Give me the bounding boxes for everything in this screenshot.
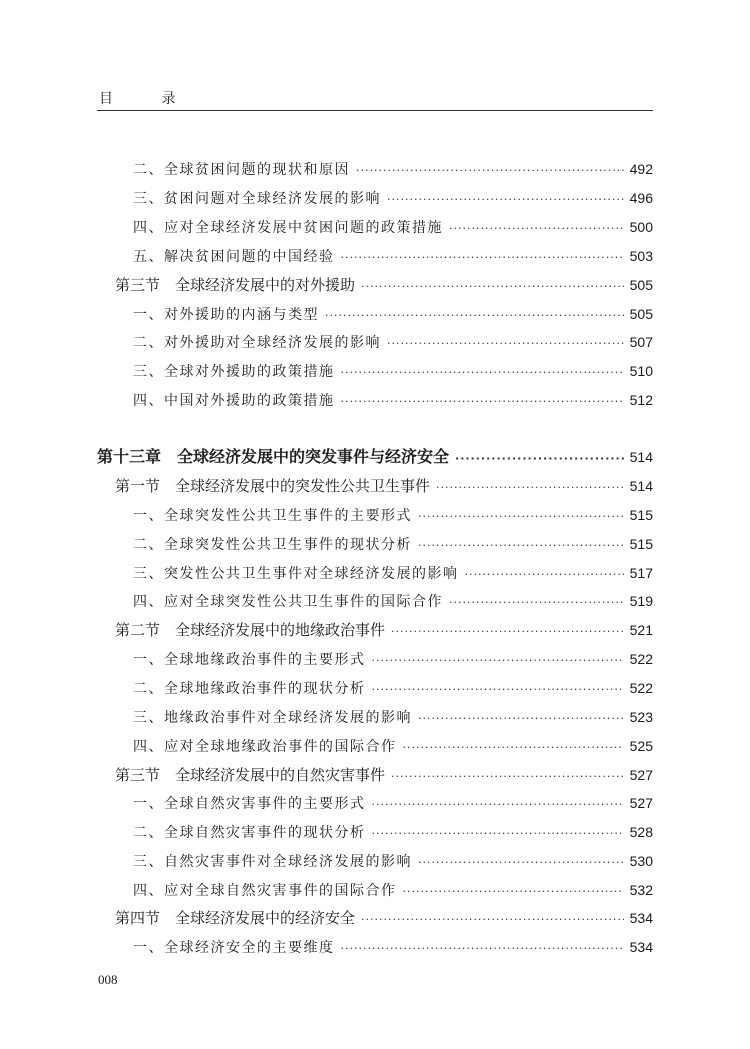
toc-entry-page: 528 xyxy=(629,824,653,840)
dot-leader xyxy=(436,476,624,500)
dot-leader xyxy=(341,246,624,270)
dot-leader xyxy=(361,908,624,932)
toc-entry[interactable] xyxy=(133,561,653,585)
dot-leader xyxy=(372,649,624,673)
dot-leader xyxy=(372,678,624,702)
toc-entry-page: 532 xyxy=(629,882,653,898)
toc-entry[interactable] xyxy=(133,676,653,700)
toc-entry-page: 527 xyxy=(629,795,653,811)
toc-entry[interactable] xyxy=(133,244,653,268)
toc-entry[interactable] xyxy=(133,330,653,354)
toc-entry-page: 521 xyxy=(629,622,653,638)
toc-entry[interactable] xyxy=(133,215,653,239)
toc-entry-label: 三、全球对外援助的政策措施 xyxy=(133,364,335,380)
dot-leader xyxy=(418,505,624,529)
toc-entry-label: 第三节 全球经济发展中的自然灾害事件 xyxy=(115,766,386,784)
toc-entry[interactable] xyxy=(133,503,653,527)
page-number: 008 xyxy=(98,972,118,987)
toc-entry-label: 二、全球地缘政治事件的现状分析 xyxy=(133,681,366,697)
toc-entry-label: 一、全球自然灾害事件的主要形式 xyxy=(133,796,366,812)
toc-entry[interactable] xyxy=(133,791,653,815)
toc-entry[interactable] xyxy=(133,878,653,902)
toc-entry-label: 一、全球地缘政治事件的主要形式 xyxy=(133,652,366,668)
toc-entry[interactable] xyxy=(133,302,653,326)
toc-entry-page: 492 xyxy=(629,161,653,177)
dot-leader xyxy=(325,304,624,328)
dot-leader xyxy=(372,822,624,846)
toc-entry-page: 525 xyxy=(629,738,653,754)
toc-entry[interactable] xyxy=(133,157,653,181)
toc-section-entry[interactable] xyxy=(115,474,653,498)
dot-leader xyxy=(455,447,624,471)
toc-entry[interactable] xyxy=(133,359,653,383)
dot-leader xyxy=(341,390,624,414)
dot-leader xyxy=(418,707,624,731)
dot-leader xyxy=(449,217,624,241)
dot-leader xyxy=(372,793,624,817)
toc-entry[interactable] xyxy=(133,849,653,873)
toc-section-entry[interactable] xyxy=(115,618,653,642)
dot-leader xyxy=(341,361,624,385)
toc-entry-page: 530 xyxy=(629,853,653,869)
toc-entry-label: 三、贫困问题对全球经济发展的影响 xyxy=(133,191,381,207)
toc-entry-page: 514 xyxy=(629,478,653,494)
dot-leader xyxy=(418,534,624,558)
toc-entry-label: 四、应对全球突发性公共卫生事件的国际合作 xyxy=(133,594,443,610)
toc-entry-page: 505 xyxy=(629,277,653,293)
toc-entry-label: 四、应对全球地缘政治事件的国际合作 xyxy=(133,739,397,755)
dot-leader xyxy=(341,937,624,961)
toc-entry-page: 519 xyxy=(629,593,653,609)
toc-entry-label: 五、解决贫困问题的中国经验 xyxy=(133,249,335,265)
dot-leader xyxy=(403,880,624,904)
toc-entry-label: 三、地缘政治事件对全球经济发展的影响 xyxy=(133,710,412,726)
dot-leader xyxy=(465,563,624,587)
header-title: 目 录 xyxy=(99,91,198,107)
toc-entry-label: 二、全球贫困问题的现状和原因 xyxy=(133,162,350,178)
toc-chapter-entry[interactable] xyxy=(97,445,653,469)
toc-entry-label: 二、全球突发性公共卫生事件的现状分析 xyxy=(133,537,412,553)
toc-entry-label: 一、全球突发性公共卫生事件的主要形式 xyxy=(133,508,412,524)
toc-entry[interactable] xyxy=(133,705,653,729)
toc-section-entry[interactable] xyxy=(115,273,653,297)
toc-entry[interactable] xyxy=(133,388,653,412)
toc-entry-label: 二、全球自然灾害事件的现状分析 xyxy=(133,825,366,841)
toc-entry-page: 517 xyxy=(629,565,653,581)
toc-entry-page: 505 xyxy=(629,306,653,322)
toc-entry-label: 四、应对全球经济发展中贫困问题的政策措施 xyxy=(133,220,443,236)
dot-leader xyxy=(356,159,624,183)
toc-entry[interactable] xyxy=(133,820,653,844)
toc-entry-label: 第十三章 全球经济发展中的突发事件与经济安全 xyxy=(97,447,450,466)
dot-leader xyxy=(418,851,624,875)
toc-entry-page: 522 xyxy=(629,680,653,696)
toc-entry[interactable] xyxy=(133,935,653,959)
dot-leader xyxy=(391,765,624,789)
toc-entry[interactable] xyxy=(133,647,653,671)
dot-leader xyxy=(387,188,624,212)
toc-entry-page: 515 xyxy=(629,507,653,523)
toc-entry-page: 514 xyxy=(629,449,653,465)
toc-entry-page: 500 xyxy=(629,219,653,235)
toc-entry-label: 一、对外援助的内涵与类型 xyxy=(133,307,319,323)
toc-entry[interactable] xyxy=(133,532,653,556)
toc-entry-page: 512 xyxy=(629,392,653,408)
toc-entry-page: 503 xyxy=(629,248,653,264)
dot-leader xyxy=(449,591,624,615)
toc-entry-page: 510 xyxy=(629,363,653,379)
toc-entry-page: 523 xyxy=(629,709,653,725)
toc-entry-label: 第三节 全球经济发展中的对外援助 xyxy=(115,276,356,294)
toc-entry-label: 第二节 全球经济发展中的地缘政治事件 xyxy=(115,621,386,639)
dot-leader xyxy=(391,620,624,644)
dot-leader xyxy=(361,275,624,299)
toc-entry-page: 534 xyxy=(629,939,653,955)
toc-entry-label: 二、对外援助对全球经济发展的影响 xyxy=(133,335,381,351)
toc-entry-page: 522 xyxy=(629,651,653,667)
toc-section-entry[interactable] xyxy=(115,763,653,787)
toc-entry[interactable] xyxy=(133,734,653,758)
toc-entry-page: 515 xyxy=(629,536,653,552)
toc-entry-page: 496 xyxy=(629,190,653,206)
toc-entry-label: 第四节 全球经济发展中的经济安全 xyxy=(115,909,356,927)
toc-entry-page: 527 xyxy=(629,767,653,783)
toc-entry-label: 一、全球经济安全的主要维度 xyxy=(133,940,335,956)
toc-entry-label: 三、突发性公共卫生事件对全球经济发展的影响 xyxy=(133,566,459,582)
toc-entry-label: 四、中国对外援助的政策措施 xyxy=(133,393,335,409)
toc-entry-label: 三、自然灾害事件对全球经济发展的影响 xyxy=(133,854,412,870)
toc-section-entry[interactable] xyxy=(115,906,653,930)
running-header xyxy=(97,86,653,111)
toc-entry-page: 507 xyxy=(629,334,653,350)
dot-leader xyxy=(387,332,624,356)
toc-entry-page: 534 xyxy=(629,910,653,926)
toc-entry[interactable] xyxy=(133,186,653,210)
toc-entry-label: 第一节 全球经济发展中的突发性公共卫生事件 xyxy=(115,477,431,495)
dot-leader xyxy=(403,736,624,760)
toc-entry[interactable] xyxy=(133,589,653,613)
toc-entry-label: 四、应对全球自然灾害事件的国际合作 xyxy=(133,883,397,899)
